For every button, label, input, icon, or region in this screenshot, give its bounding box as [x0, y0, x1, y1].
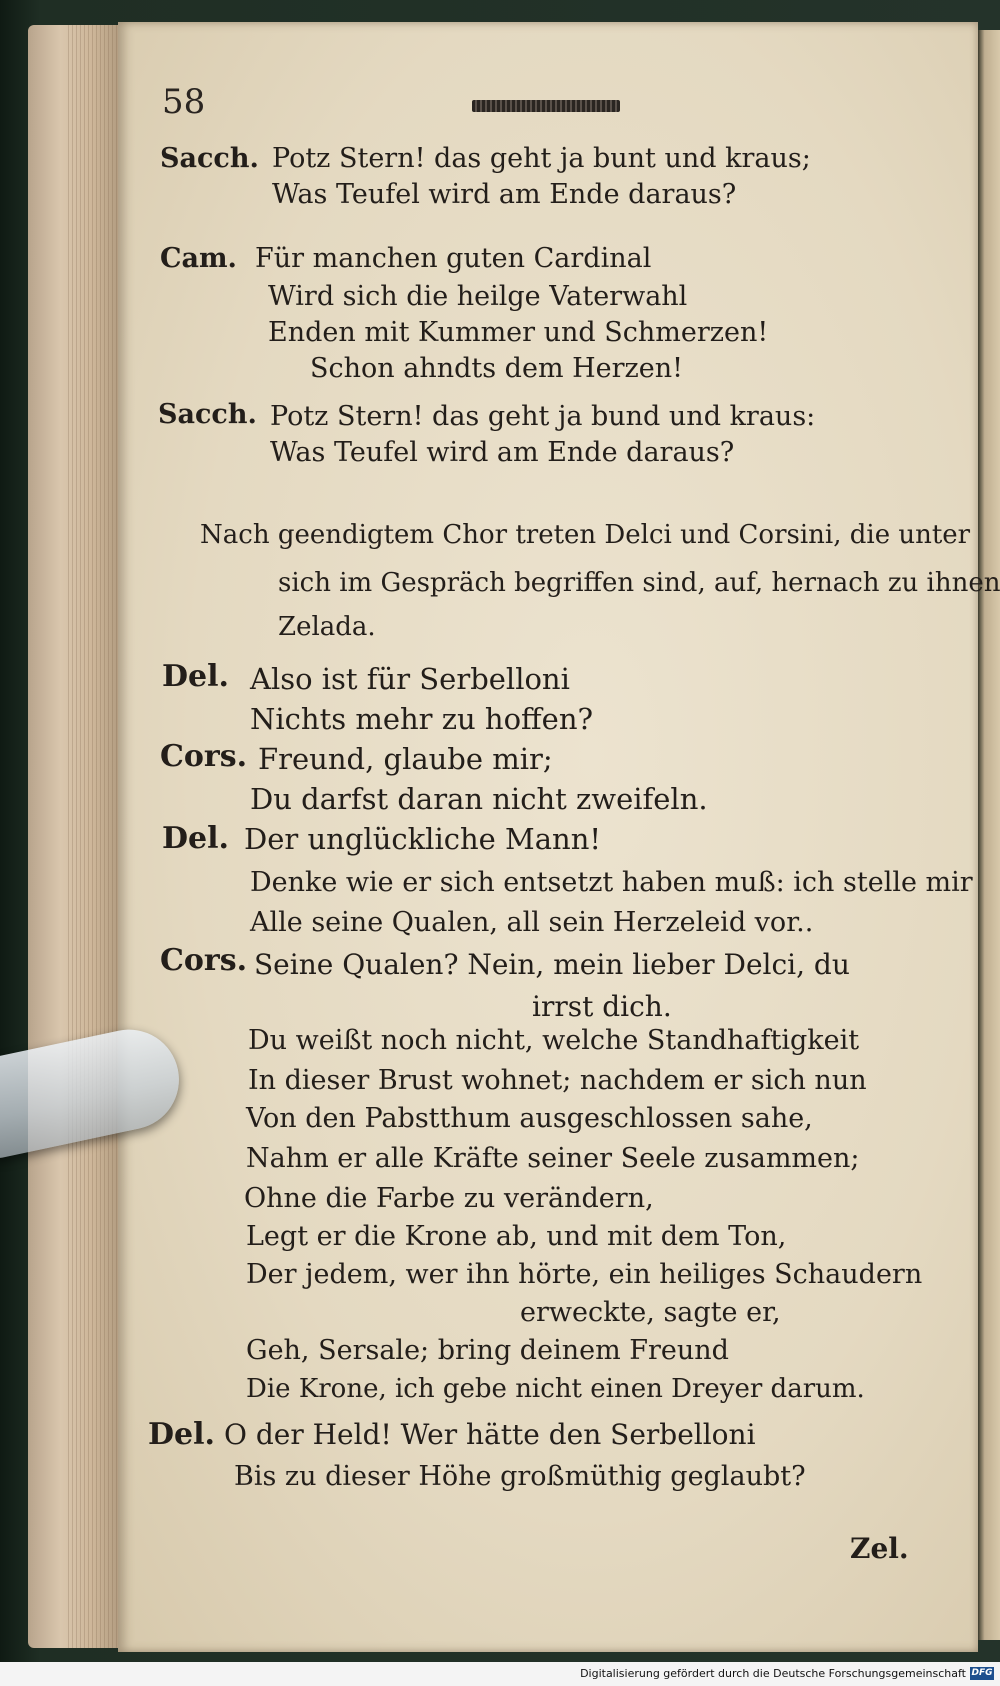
verse-line: Von den Pabstthum ausgeschlossen sahe,	[246, 1103, 813, 1134]
verse-line: O der Held! Wer hätte den Serbelloni	[224, 1418, 756, 1451]
speaker-label: Sacch.	[158, 399, 257, 430]
verse-line: erweckte, sagte er,	[520, 1297, 781, 1328]
verse-line: Geh, Sersale; bring deinem Freund	[246, 1335, 729, 1366]
verse-line: Du darfst daran nicht zweifeln.	[250, 782, 708, 816]
verse-line: Wird sich die heilge Vaterwahl	[268, 281, 688, 312]
verse-line: Nichts mehr zu hoffen?	[250, 702, 594, 736]
verse-line: Ohne die Farbe zu verändern,	[244, 1183, 654, 1214]
verse-line: Der jedem, wer ihn hörte, ein heiliges Schaudern	[246, 1259, 923, 1290]
verse-line: Denke wie er sich entsetzt haben muß: ich stelle mir	[250, 867, 973, 898]
speaker-label: Cors.	[160, 943, 248, 978]
dfg-logo: DFG	[971, 1668, 993, 1678]
speaker-label: Del.	[148, 1417, 215, 1452]
footer-credit: Digitalisierung gefördert durch die Deutsche Forschungsgemeinschaft	[580, 1667, 966, 1680]
verse-line: irrst dich.	[532, 990, 672, 1023]
verse-line: Schon ahndts dem Herzen!	[310, 353, 684, 384]
stage-direction-line: Nach geendigtem Chor treten Delci und Corsini, die unter	[200, 520, 971, 550]
verse-line: Du weißt noch nicht, welche Standhaftigkeit	[248, 1025, 860, 1056]
verse-line: Alle seine Qualen, all sein Herzeleid vor..	[250, 907, 814, 938]
verse-line: Seine Qualen? Nein, mein lieber Delci, du	[254, 948, 850, 981]
verse-line: Der unglückliche Mann!	[244, 822, 602, 856]
verse-line: Freund, glaube mir;	[258, 742, 553, 776]
verse-line: Was Teufel wird am Ende daraus?	[270, 437, 735, 468]
verse-line: Legt er die Krone ab, und mit dem Ton,	[246, 1221, 787, 1252]
catchword: Zel.	[850, 1532, 909, 1565]
verse-line: Bis zu dieser Höhe großmüthig geglaubt?	[234, 1461, 806, 1492]
speaker-label: Cors.	[160, 739, 248, 774]
verse-line: Potz Stern! das geht ja bunt und kraus;	[272, 143, 811, 174]
stage-direction-line: sich im Gespräch begriffen sind, auf, hernach zu ihnen	[278, 568, 1000, 598]
footer-bar	[0, 1662, 1000, 1686]
verse-line: Potz Stern! das geht ja bund und kraus:	[270, 401, 816, 432]
verse-line: Enden mit Kummer und Schmerzen!	[268, 317, 769, 348]
verse-line: Was Teufel wird am Ende daraus?	[272, 179, 737, 210]
speaker-label: Cam.	[160, 243, 237, 274]
verse-line: Nahm er alle Kräfte seiner Seele zusammen;	[246, 1143, 860, 1174]
speaker-label: Del.	[162, 659, 229, 694]
verse-line: Also ist für Serbelloni	[250, 662, 570, 696]
stage-direction-line: Zelada.	[278, 612, 376, 642]
verse-line: Die Krone, ich gebe nicht einen Dreyer darum.	[246, 1374, 865, 1404]
speaker-label: Sacch.	[160, 143, 259, 174]
verse-line: In dieser Brust wohnet; nachdem er sich nun	[248, 1065, 867, 1096]
speaker-label: Del.	[162, 821, 229, 856]
page-number: 58	[162, 82, 206, 122]
verse-line: Für manchen guten Cardinal	[255, 243, 652, 274]
